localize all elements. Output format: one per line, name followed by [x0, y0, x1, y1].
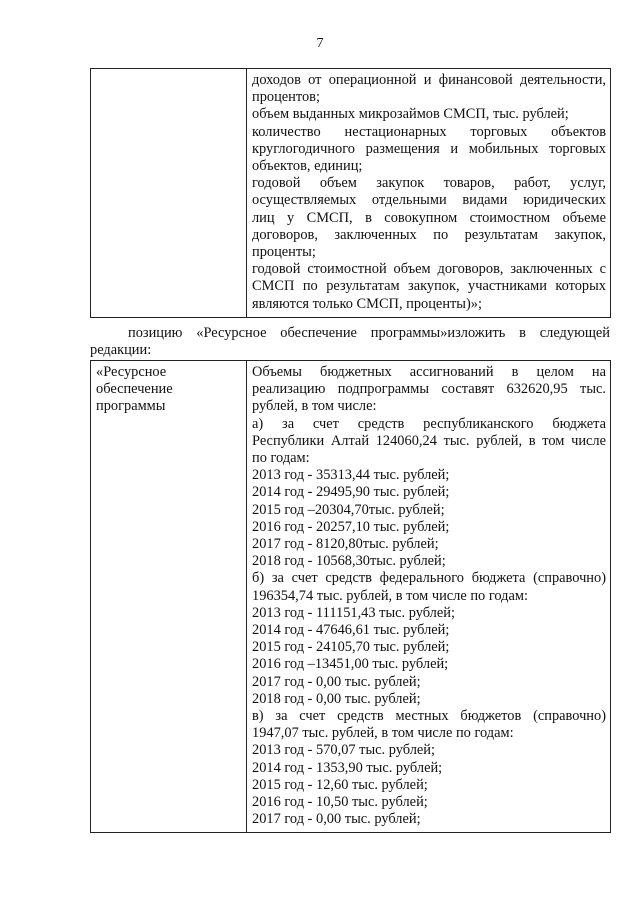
text-line: «Ресурсное [96, 364, 167, 380]
text-line: программы [96, 398, 166, 415]
table-indicators-continued [90, 68, 611, 318]
text-line: 2013 год - 111151,43 тыс. рублей; [252, 604, 455, 621]
text-line: по годам: [252, 450, 310, 467]
text-line: 2014 год - 1353,90 тыс. рублей; [252, 759, 443, 776]
text-line: обеспечение [96, 381, 173, 398]
amendment-paragraph [90, 325, 610, 359]
text-line: 2017 год - 0,00 тыс. рублей; [252, 673, 421, 690]
text-line: Объемы бюджетных ассигнований в целом на [252, 364, 606, 380]
text-line: объем выданных микрозаймов СМСП, тыс. рублей; [252, 106, 569, 123]
text-line: 2017 год - 0,00 тыс. рублей; [252, 811, 421, 828]
text-line: Республики Алтай 124060,24 тыс. рублей, в том числе [252, 432, 606, 449]
paragraph-line: позицию «Ресурсное обеспечение программы»изложить в следующей [128, 325, 610, 341]
text-line: 2013 год - 35313,44 тыс. рублей; [252, 467, 450, 484]
text-line: 2013 год - 570,07 тыс. рублей; [252, 742, 435, 759]
text-line: годовой стоимостной объем договоров, заключенных с [252, 261, 606, 278]
table-row [91, 69, 611, 318]
text-line: 2015 год - 12,60 тыс. рублей; [252, 776, 428, 793]
text-line: процентов; [252, 89, 320, 106]
text-line: в) за счет средств местных бюджетов (справочно) [252, 708, 606, 725]
table-cell-funding [247, 361, 611, 833]
table-cell-position-title [91, 361, 247, 833]
text-line: реализацию подпрограммы составят 632620,95 тыс. [252, 381, 606, 398]
text-line: 2017 год - 8120,80тыс. рублей; [252, 536, 439, 553]
text-line: лиц у СМСП, в совокупном стоимостном объеме [252, 209, 606, 226]
text-line: количество нестационарных торговых объектов [252, 123, 606, 140]
paragraph-line: редакции: [90, 342, 152, 359]
text-line: 2018 год - 10568,30тыс. рублей; [252, 553, 446, 570]
text-line: 2016 год - 10,50 тыс. рублей; [252, 794, 428, 811]
text-line: являются только СМСП, проценты)»; [252, 295, 482, 312]
text-line: рублей, в том числе: [252, 398, 377, 415]
text-line: а) за счет средств республиканского бюджета [252, 415, 606, 432]
text-line: б) за счет средств федерального бюджета (справочно) [252, 570, 606, 587]
text-line: 2015 год - 24105,70 тыс. рублей; [252, 639, 450, 656]
text-line: объектов, единиц; [252, 158, 363, 175]
table-resource-provision [90, 360, 611, 833]
text-line: договоров, заключенных по результатам закупок, [252, 226, 606, 243]
text-line: 2016 год - 20257,10 тыс. рублей; [252, 518, 450, 535]
text-line: круглогодичного размещения и мобильных торговых [252, 140, 606, 157]
page-number: 7 [316, 36, 324, 51]
text-line: годовой объем закупок товаров, работ, услуг, [252, 175, 606, 192]
text-line: СМСП по результатам закупок, участниками которых [252, 278, 606, 295]
text-line: осуществляемых отдельными видами юридических [252, 192, 606, 209]
text-line: 2018 год - 0,00 тыс. рублей; [252, 690, 421, 707]
text-line: 2016 год –13451,00 тыс. рублей; [252, 656, 449, 673]
text-line: 2014 год - 29495,90 тыс. рублей; [252, 484, 450, 501]
table-cell-indicators [247, 69, 611, 318]
text-line: 2014 год - 47646,61 тыс. рублей; [252, 622, 450, 639]
text-line: доходов от операционной и финансовой деятельности, [252, 72, 606, 88]
text-line: 1947,07 тыс. рублей, в том числе по годам: [252, 725, 514, 742]
text-line: проценты; [252, 244, 316, 261]
text-line: 196354,74 тыс. рублей, в том числе по годам: [252, 587, 528, 604]
table-row [91, 361, 611, 833]
text-line: 2015 год –20304,70тыс. рублей; [252, 501, 445, 518]
table-cell-empty [91, 69, 247, 318]
